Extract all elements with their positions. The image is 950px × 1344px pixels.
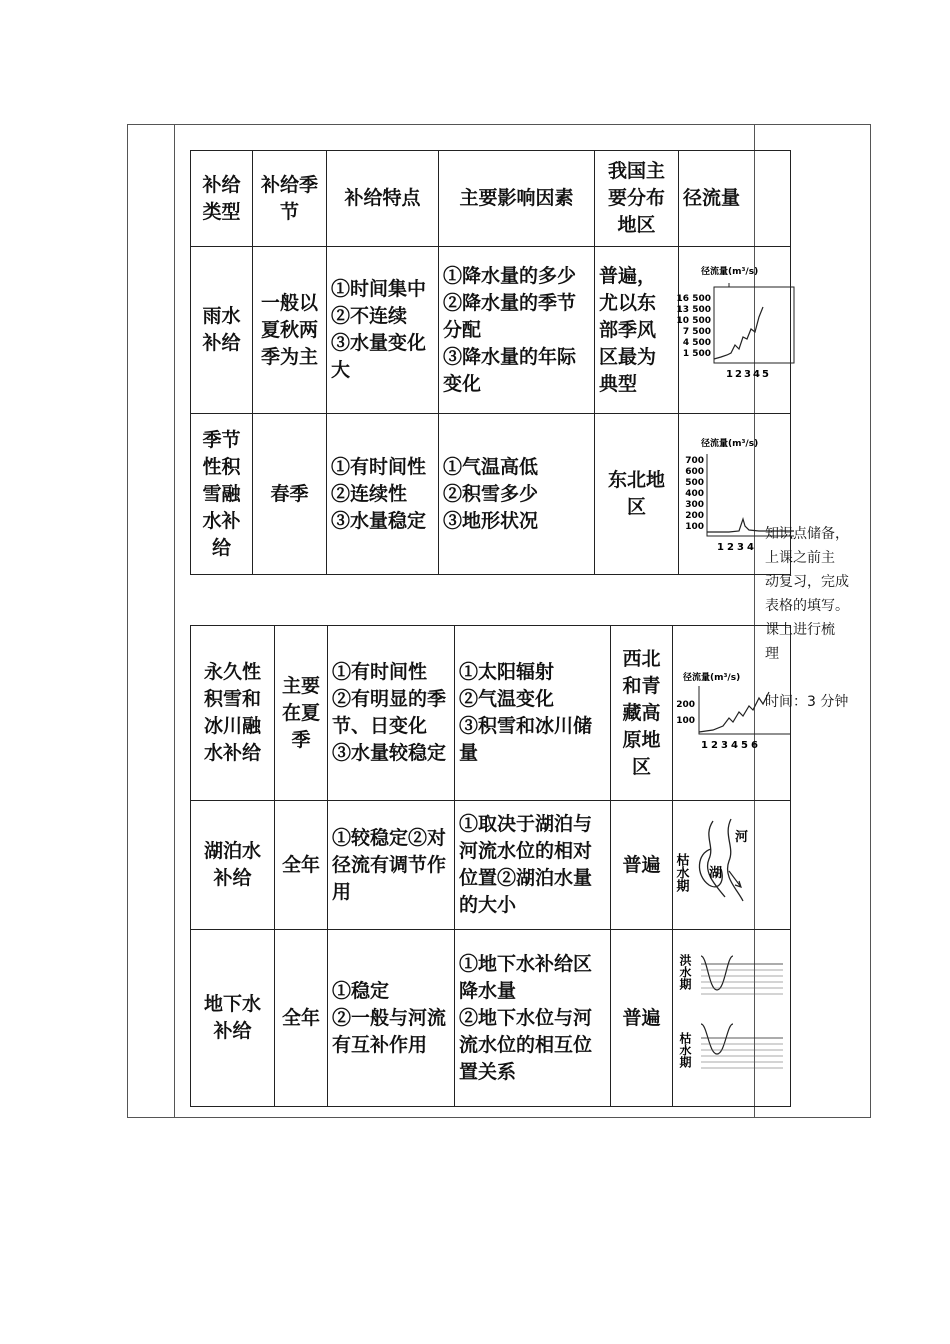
- row-features: ①有时间性 ②有明显的季节、日变化 ③水量较稳定: [328, 626, 455, 801]
- chart-ytick: 600: [685, 467, 704, 477]
- row-type: 季节性积雪融水补给: [191, 414, 253, 575]
- chart-xtick: 5: [741, 740, 748, 751]
- runoff-line: [699, 692, 769, 732]
- diagram-label: 枯水期: [678, 1032, 692, 1068]
- chart-ytick: 7 500: [682, 327, 711, 337]
- lake-river-diagram: [673, 801, 791, 921]
- chart-xtick: 1: [726, 369, 733, 380]
- chart-ytick: 400: [685, 489, 704, 499]
- supply-table-part2: [190, 625, 791, 1107]
- row-features: ①稳定 ②一般与河流有互补作用: [328, 930, 455, 1107]
- header-features: 补给特点: [327, 151, 439, 247]
- chart-ylabel: 径流量(m³/s): [701, 267, 759, 277]
- chart-ytick: 13 500: [676, 305, 711, 315]
- chart-ytick: 200: [685, 511, 704, 521]
- header-season: 补给季节: [253, 151, 327, 247]
- note-line: 知识点储备，: [765, 526, 849, 542]
- diagram-label: 河: [735, 830, 749, 845]
- note-line: 理: [765, 646, 779, 662]
- chart-xtick: 4: [747, 542, 754, 553]
- row-season: 全年: [275, 801, 328, 930]
- chart-xtick: 4: [753, 369, 760, 380]
- note-line: 动复习，完成: [765, 574, 849, 590]
- table-row: [191, 626, 791, 801]
- groundwater-diagram: [673, 930, 791, 1098]
- row-type: 永久性积雪和冰川融水补给: [191, 626, 275, 801]
- table-header-row: [191, 151, 791, 247]
- chart-ytick: 100: [676, 716, 695, 726]
- header-type: 补给类型: [191, 151, 253, 247]
- diagram-label: 洪水期: [678, 954, 692, 990]
- chart-xtick: 2: [727, 542, 734, 553]
- chart-ytick: 10 500: [676, 316, 711, 326]
- flood-profile: [701, 956, 733, 990]
- row-region: 普遍，尤以东部季风区最为典型: [595, 247, 679, 414]
- table-row: [191, 414, 791, 575]
- row-factors: ①取决于湖泊与河流水位的相对位置②湖泊水量的大小: [455, 801, 611, 930]
- chart-ytick: 1 500: [682, 349, 711, 359]
- lake-diagram-cell: [673, 801, 791, 930]
- note-line: 课上进行梳: [765, 622, 835, 638]
- chart-xtick: 3: [737, 542, 744, 553]
- chart-xtick: 4: [731, 740, 738, 751]
- table-row: [191, 801, 791, 930]
- runoff-chart-cell: [676, 247, 791, 414]
- chart-ytick: 300: [685, 500, 704, 510]
- runoff-line: [714, 307, 763, 359]
- diagram-label: 枯水期: [673, 853, 689, 892]
- header-region: 我国主要分布地区: [595, 151, 679, 247]
- flow-arrow: [729, 871, 741, 887]
- groundwater-diagram-cell: [673, 930, 791, 1107]
- header-runoff: 径流量: [679, 151, 791, 247]
- chart-xtick: 5: [762, 369, 769, 380]
- chart-frame: [714, 287, 794, 363]
- row-factors: ①太阳辐射 ②气温变化 ③积雪和冰川储量: [455, 626, 611, 801]
- row-season: 主要在夏季: [275, 626, 328, 801]
- chart-ylabel: 径流量(m³/s): [701, 439, 759, 449]
- chart-xtick: 2: [711, 740, 718, 751]
- chart-ylabel: 径流量(m³/s): [683, 673, 741, 683]
- rain-runoff-chart: [676, 247, 791, 405]
- diagram-label: 湖: [709, 866, 723, 881]
- table-row: [191, 930, 791, 1107]
- row-region: 普遍: [611, 801, 673, 930]
- row-season: 春季: [253, 414, 327, 575]
- chart-xtick: 1: [717, 542, 724, 553]
- chart-ytick: 16 500: [676, 294, 711, 304]
- row-factors: ①气温高低 ②积雪多少 ③地形状况: [439, 414, 595, 575]
- chart-xtick: 2: [735, 369, 742, 380]
- row-region: 东北地区: [595, 414, 679, 575]
- row-factors: ①降水量的多少 ②降水量的季节分配 ③降水量的年际变化: [439, 247, 595, 414]
- row-features: ①有时间性②连续性 ③水量稳定: [327, 414, 439, 575]
- table-row: [191, 247, 791, 414]
- chart-xtick: 6: [751, 740, 758, 751]
- note-line: [765, 666, 870, 690]
- row-season: 全年: [275, 930, 328, 1107]
- row-features: ①时间集中 ②不连续 ③水量变化大: [327, 247, 439, 414]
- chart-xtick: 3: [744, 369, 751, 380]
- row-type: 湖泊水补给: [191, 801, 275, 930]
- note-line: 表格的填写。: [765, 598, 849, 614]
- chart-xtick: 3: [721, 740, 728, 751]
- row-type: 地下水补给: [191, 930, 275, 1107]
- row-region: 普遍: [611, 930, 673, 1107]
- row-features: ①较稳定②对径流有调节作用: [328, 801, 455, 930]
- chart-ytick: 500: [685, 478, 704, 488]
- chart-ytick: 700: [685, 456, 704, 466]
- note-line: 上课之前主: [765, 550, 835, 566]
- content-cell: [175, 125, 769, 1115]
- chart-ytick: 200: [676, 700, 695, 710]
- teaching-note: [765, 522, 870, 714]
- row-factors: ①地下水补给区降水量 ②地下水位与河流水位的相互位置关系: [455, 930, 611, 1107]
- chart-ytick: 100: [685, 522, 704, 532]
- row-region: 西北和青藏高原地区: [611, 626, 673, 801]
- dry-profile: [701, 1024, 733, 1054]
- supply-table-part1: [190, 150, 791, 575]
- header-factors: 主要影响因素: [439, 151, 595, 247]
- note-time: 时间：3 分钟: [765, 694, 849, 710]
- chart-ytick: 4 500: [682, 338, 711, 348]
- chart-xtick: 1: [701, 740, 708, 751]
- row-type: 雨水补给: [191, 247, 253, 414]
- row-season: 一般以夏秋两季为主: [253, 247, 327, 414]
